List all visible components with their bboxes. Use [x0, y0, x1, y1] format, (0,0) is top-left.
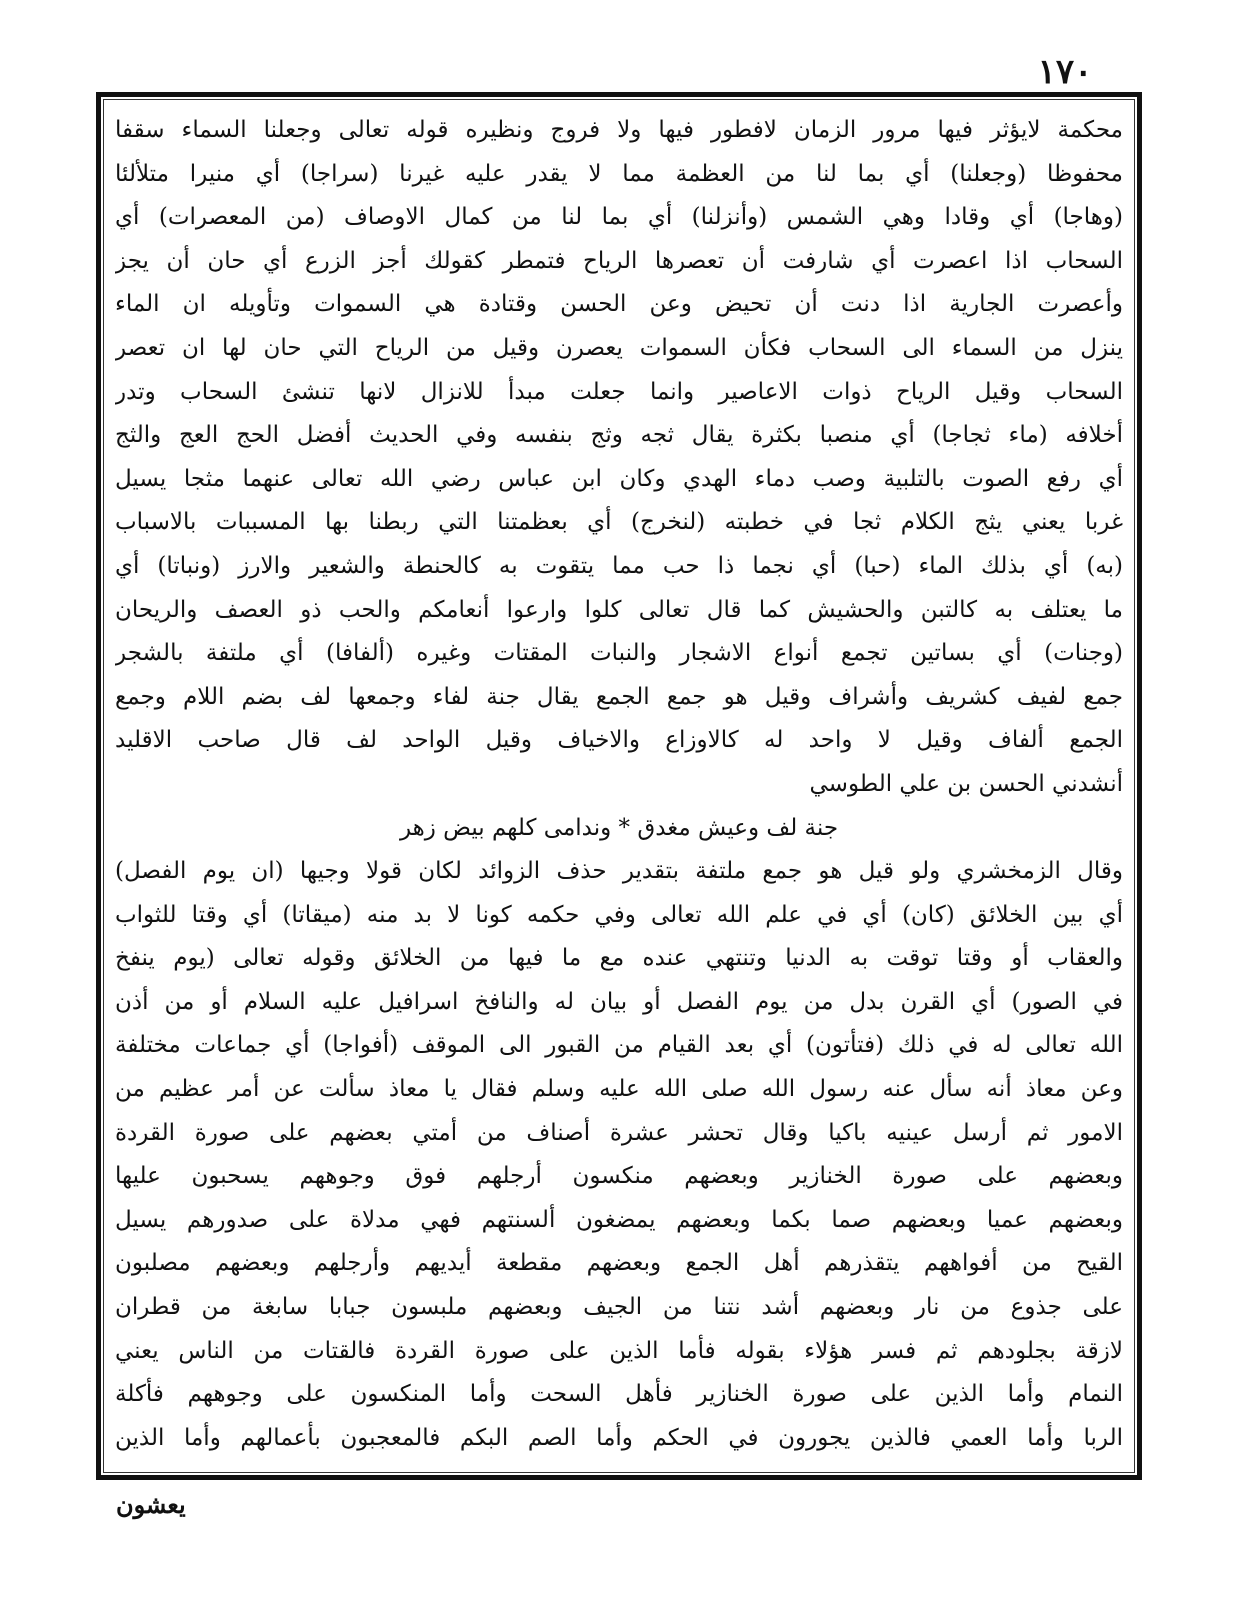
text-line: وعن معاذ أنه سأل عنه رسول الله صلى الله عليه وسلم فقال يا معاذ سألت عن أمر عظيم من: [115, 1076, 1123, 1103]
text-line: وبعضهم عميا وبعضهم صما بكما وبعضهم يمضغون ألسنتهم فهي مدلاة على صدورهم يسيل: [115, 1206, 1123, 1233]
text-line: أي رفع الصوت بالتلبية وصب دماء الهدي وكان ابن عباس رضي الله تعالى عنهما مثجا يسيل: [115, 465, 1123, 492]
text-line: وقال الزمخشري ولو قيل هو جمع ملتفة بتقدير حذف الزوائد لكان قولا وجيها (ان يوم الفصل): [115, 858, 1123, 885]
text-line: الله تعالى له في ذلك (فتأتون) أي بعد القيام من القبور الى الموقف (أفواجا) أي جماعات مختلفة: [115, 1032, 1123, 1059]
text-line: لازقة بجلودهم ثم فسر هؤلاء بقوله فأما الذين على صورة القردة فالقتات من الناس يعني: [115, 1337, 1123, 1364]
text-line: جمع لفيف كشريف وأشراف وقيل هو جمع الجمع يقال جنة لفاء وجمعها لف بضم اللام وجمع: [115, 683, 1123, 710]
text-line: (به) أي بذلك الماء (حبا) أي نجما ذا حب مما يتقوت به كالحنطة والشعير والارز (ونباتا) أي: [115, 552, 1123, 579]
catchword: يعشون: [116, 1490, 186, 1519]
text-line: (وجنات) أي بساتين تجمع أنواع الاشجار والنبات المقتات وغيره (ألفافا) أي ملتفة بالشجر: [115, 640, 1123, 667]
text-line: ما يعتلف به كالتبن والحشيش كما قال تعالى كلوا وارعوا أنعامكم والحب ذو العصف والريحان: [115, 596, 1123, 623]
text-line: القيح من أفواههم يتقذرهم أهل الجمع وبعضهم مقطعة أيديهم وأرجلهم وبعضهم مصلبون: [115, 1250, 1123, 1277]
text-line: محكمة لايؤثر فيها مرور الزمان لافطور فيها ولا فروج ونظيره قوله تعالى وجعلنا السماء سقفا: [115, 117, 1123, 143]
text-line: على جذوع من نار وبعضهم أشد نتنا من الجيف وبعضهم ملبسون جبابا سابغة من قطران: [115, 1294, 1123, 1321]
text-line: في الصور) أي القرن بدل من يوم الفصل أو بيان له والنافخ اسرافيل عليه السلام أو من أذن: [115, 988, 1123, 1015]
text-line: أخلافه (ماء ثجاجا) أي منصبا بكثرة يقال ثجه وثج بنفسه وفي الحديث أفضل الحج العج والثج: [115, 422, 1123, 449]
text-line: (وهاجا) أي وقادا وهي الشمس (وأنزلنا) أي بما لنا من كمال الاوصاف (من المعصرات) أي: [115, 204, 1123, 231]
text-line: النمام وأما الذين على صورة الخنازير فأهل السحت وأما المنكسون على وجوههم فأكلة: [115, 1381, 1123, 1408]
text-line: غربا يعني يثج الكلام ثجا في خطبته (لنخرج) أي بعظمتنا التي ربطنا بها المسببات بالاسباب: [115, 509, 1123, 536]
text-line: والعقاب أو وقتا توقت به الدنيا وتنتهي عنده مع ما فيها من الخلائق وقوله تعالى (يوم ينفخ: [115, 945, 1123, 972]
text-line: وأعصرت الجارية اذا دنت أن تحيض وعن الحسن وقتادة هي السموات وتأويله ان الماء: [115, 291, 1123, 318]
text-line: الربا وأما العمي فالذين يجورون في الحكم وأما الصم البكم فالمعجبون بأعمالهم وأما الذين: [115, 1424, 1123, 1451]
text-line: محفوظا (وجعلنا) أي بما لنا من العظمة مما لا يقدر عليه غيرنا (سراجا) أي منيرا متلألئا: [115, 160, 1123, 187]
text-line: السحاب اذا اعصرت أي شارفت أن تعصرها الرياح فتمطر كقولك أجز الزرع أي حان أن يجز: [115, 247, 1123, 274]
text-line: ينزل من السماء الى السحاب فكأن السموات يعصرن وقيل من الرياح التي حان لها ان تعصر: [115, 334, 1123, 361]
text-line: الامور ثم أرسل عينيه باكيا وقال تحشر عشرة أصناف من أمتي بعضهم على صورة القردة: [115, 1119, 1123, 1146]
page-frame: [96, 92, 1142, 1480]
page-number: ١٧٠: [1037, 52, 1093, 92]
text-line: جنة لف وعيش مغدق * وندامى كلهم بيض زهر: [399, 814, 839, 841]
text-line: الجمع ألفاف وقيل لا واحد له كالاوزاع والاخياف وقيل الواحد لف قال صاحب الاقليد: [115, 727, 1123, 754]
text-line: السحاب وقيل الرياح ذوات الاعاصير وانما جعلت مبدأ للانزال لانها تنشئ السحاب وتدر: [115, 378, 1123, 405]
text-line: وبعضهم على صورة الخنازير وبعضهم منكسون أرجلهم فوق وجوههم يسحبون عليها: [115, 1163, 1123, 1190]
text-line: أنشدني الحسن بن علي الطوسي: [809, 770, 1123, 797]
text-line: أي بين الخلائق (كان) أي في علم الله تعالى وفي حكمه كونا لا بد منه (ميقاتا) أي وقتا للثواب: [115, 901, 1123, 928]
text-body: [115, 109, 1123, 1465]
